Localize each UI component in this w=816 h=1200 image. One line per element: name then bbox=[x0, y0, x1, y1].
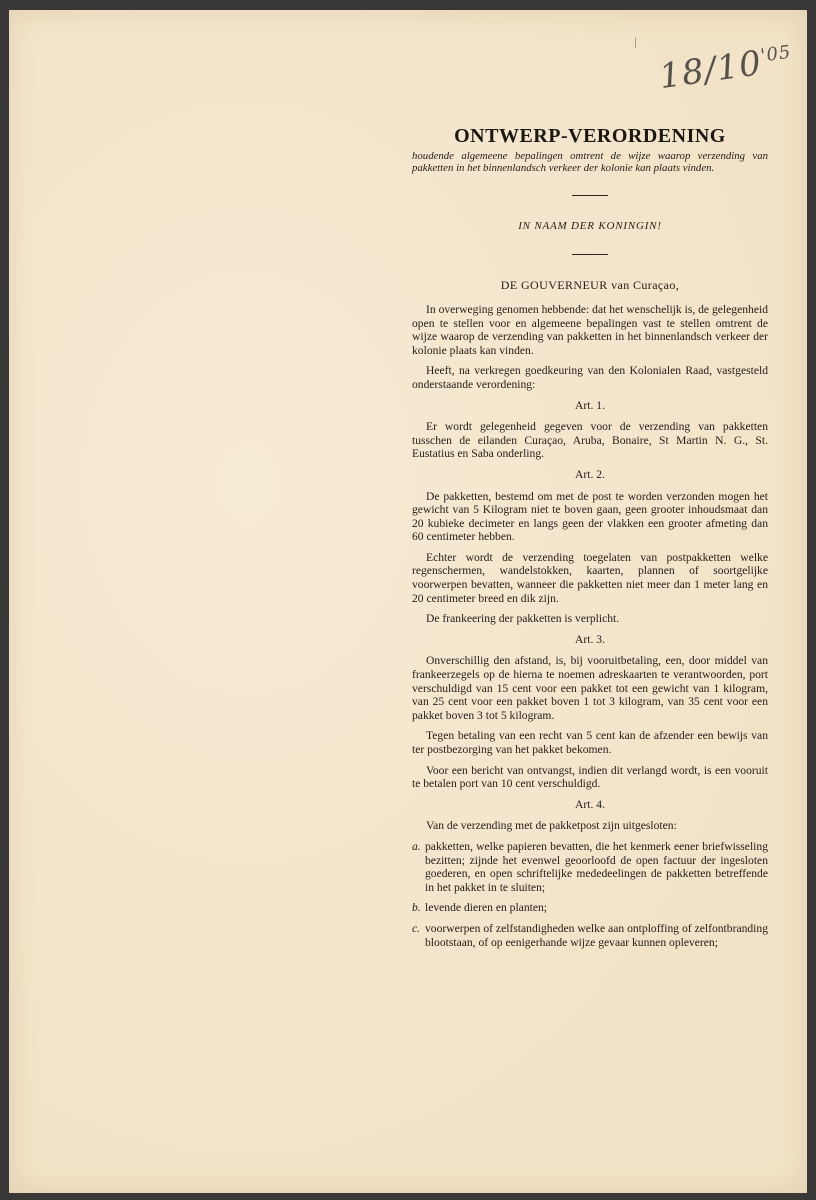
list-item-text: voorwerpen of zelfstandigheden welke aan ontploffing of zelfontbranding blootstaan, of op eenigerhande wijze gevaar kunnen opleveren; bbox=[425, 921, 768, 949]
divider bbox=[572, 254, 608, 256]
handwritten-year: '05 bbox=[759, 41, 793, 67]
list-item bbox=[412, 901, 768, 915]
governor-caps: DE GOUVERNEUR bbox=[500, 278, 608, 293]
article-heading: Art. 3. bbox=[575, 632, 605, 646]
invocation: IN NAAM DER KONINGIN! bbox=[518, 220, 662, 233]
article-paragraph: De frankeering der pakketten is verplicht. bbox=[426, 612, 620, 626]
article-intro: Van de verzending met de pakketpost zijn uitgesloten: bbox=[426, 819, 677, 833]
article-paragraph: Voor een bericht van ontvangst, indien dit verlangd wordt, is een vooruit te betalen port van 10 cent verschuldigd. bbox=[412, 763, 768, 791]
preamble-paragraph: Heeft, na verkregen goedkeuring van den Kolonialen Raad, vastgesteld onderstaande verordening: bbox=[412, 364, 768, 391]
list-item-text: levende dieren en planten; bbox=[425, 901, 548, 915]
text-column bbox=[412, 120, 768, 956]
list-item bbox=[412, 922, 768, 949]
governor-rest: van Curaçao, bbox=[607, 278, 680, 293]
list-item bbox=[412, 840, 768, 894]
article-heading: Art. 1. bbox=[575, 398, 605, 412]
list-item-label: b. bbox=[412, 901, 421, 915]
preamble-paragraph: In overweging genomen hebbende: dat het wenschelijk is, de gelegenheid open te stellen voor en algemeene bepalingen vast te stellen omtrent de wijze waarop de verzending van pakketten in het binnenlandsch verkeer der kolonie plaats kan vinden. bbox=[412, 302, 768, 357]
handwritten-date-note bbox=[657, 39, 795, 97]
document-subtitle: houdende algemeene bepalingen omtrent de wijze waarop verzending van pakketten in het binnenlandsch verkeer der kolonie kan plaats vinden. bbox=[412, 149, 768, 175]
article-paragraph: Onverschillig den afstand, is, bij vooruitbetaling, een, door middel van frankeerzegels op de hierna te noemen adreskaarten te verantwoorden, port verschuldigd van 15 cent voor een pakket tot een gewicht van 1 kilogram, van 25 cent voor een pakket boven 1 tot 3 kilogram, van 35 cent voor een pakket boven 3 tot 5 kilogram. bbox=[412, 654, 768, 722]
handwritten-tick: / bbox=[631, 35, 641, 52]
governor-line bbox=[412, 279, 768, 293]
list-item-text: pakketten, welke papieren bevatten, die het kenmerk eener briefwisseling bezitten; zijnde het evenwel geoorloofd de open factuur der ingesloten goederen, en open schriftelijke mededeelingen de pakketten betreffende in het pakket in te sluiten; bbox=[425, 839, 768, 894]
article-heading: Art. 4. bbox=[575, 797, 605, 811]
list-item-label: c. bbox=[412, 921, 421, 935]
article-paragraph: Er wordt gelegenheid gegeven voor de verzending van pakketten tusschen de eilanden Curaçao, Aruba, Bonaire, St Martin N. G., St. Eustatius en Saba onderling. bbox=[412, 420, 768, 461]
article-paragraph: Echter wordt de verzending toegelaten van postpakketten welke regenschermen, wandelstokken, kaarten, plannen of soortgelijke voorwerpen bevatten, wanneer die pakketten niet meer dan 1 meter lang en 20 centimeter breed en dik zijn. bbox=[412, 550, 768, 605]
divider bbox=[572, 195, 608, 197]
article-heading: Art. 2. bbox=[575, 467, 605, 481]
article-paragraph: Tegen betaling van een recht van 5 cent kan de afzender een bewijs van ter postbezorging van het pakket bekomen. bbox=[412, 729, 768, 756]
article-paragraph: De pakketten, bestemd om met de post te worden verzonden mogen het gewicht van 5 Kilogram niet te boven gaan, geen grooter inhoudsmaat dan 20 kubieke decimeter en langs geen der vlakken een grooter afmeting dan 60 centimeter hebben. bbox=[412, 489, 768, 544]
document-title: ONTWERP-VERORDENING bbox=[454, 125, 726, 147]
list-item-label: a. bbox=[412, 839, 421, 853]
handwritten-date: 18/10 bbox=[656, 43, 765, 98]
